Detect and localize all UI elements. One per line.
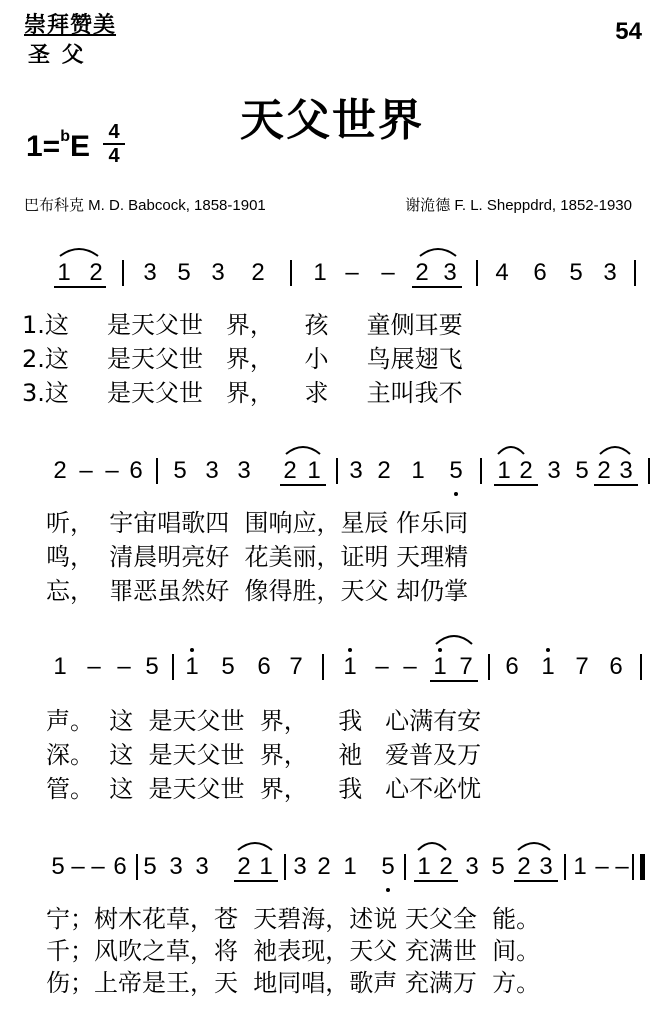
barline [488, 654, 490, 680]
note: 3 [211, 259, 225, 286]
note: – [345, 259, 359, 286]
note: 3 [465, 853, 479, 880]
upper-octave-dot [190, 648, 194, 652]
note: 5 [173, 457, 187, 484]
beam [54, 286, 106, 288]
lyric-verse-2: 2.这 是天父世 界， 小 鸟展翅飞 [22, 345, 463, 373]
barline [122, 260, 124, 286]
note: 3 [539, 853, 553, 880]
note: 5 [449, 457, 463, 484]
slur [598, 440, 632, 456]
barline [156, 458, 158, 484]
note: 1 [411, 457, 425, 484]
note: – [87, 653, 101, 680]
lyric-verse-3: 伤；上帝是王，天 地同唱，歌声 充满万 方。 [46, 969, 541, 997]
beam [280, 484, 326, 486]
final-barline [632, 854, 645, 880]
note: 6 [533, 259, 547, 286]
note: 5 [381, 853, 395, 880]
note: 2 [317, 853, 331, 880]
page-number: 54 [615, 18, 642, 45]
note: 1 [417, 853, 431, 880]
barline [640, 654, 642, 680]
lower-octave-dot [386, 888, 390, 892]
notation-system-4 [0, 852, 668, 902]
beam [494, 484, 538, 486]
notation-line-1 [0, 0, 1, 1]
lyric-verse-1: 1.这 是天父世 界， 孩 童侧耳要 [22, 311, 463, 339]
note: 1 [57, 259, 71, 286]
barline [284, 854, 286, 880]
note: – [615, 853, 629, 880]
note: 1 [541, 653, 555, 680]
note: – [381, 259, 395, 286]
barline [322, 654, 324, 680]
note: 1 [53, 653, 67, 680]
lyric-verse-2: 鸣， 清晨明亮好 花美丽，证明 天理精 [46, 543, 469, 571]
note: 5 [221, 653, 235, 680]
note: 2 [597, 457, 611, 484]
upper-octave-dot [348, 648, 352, 652]
note: 3 [443, 259, 457, 286]
slur [58, 242, 100, 258]
lyric-verse-3: 管。 这 是天父世 界， 我 心不必忧 [46, 775, 482, 803]
note: 2 [519, 457, 533, 484]
notation-system-3 [0, 652, 668, 702]
note: 3 [195, 853, 209, 880]
note: 2 [283, 457, 297, 484]
slur [236, 836, 274, 852]
note: 3 [349, 457, 363, 484]
barline [404, 854, 406, 880]
slur [284, 440, 322, 456]
barline [480, 458, 482, 484]
hymnal-name: 崇拜赞美 [24, 13, 117, 38]
lyric-verse-2: 千；风吹之草，将 祂表现，天父 充满世 间。 [46, 937, 541, 965]
note: 2 [439, 853, 453, 880]
beam [234, 880, 278, 882]
hymn-title: 天父世界 [240, 95, 424, 146]
key-prefix: 1= [26, 130, 61, 163]
note: 2 [377, 457, 391, 484]
notation-text-store [0, 0, 1, 1]
note: 1 [497, 457, 511, 484]
note: 5 [569, 259, 583, 286]
lyric-verse-1: 听， 宇宙唱歌四 围响应，星辰 作乐同 [46, 509, 469, 537]
slur [496, 440, 526, 456]
lyric-verse-1: 宁；树木花草，苍 天碧海，述说 天父全 能。 [46, 905, 541, 933]
notation-system-1 [0, 258, 668, 308]
note: 4 [495, 259, 509, 286]
slur [516, 836, 552, 852]
lyric-verse-3: 忘， 罪恶虽然好 像得胜，天父 却仍掌 [46, 577, 469, 605]
slur [434, 628, 474, 646]
section-name: 圣 父 [28, 43, 86, 68]
lyric-verse-2: 深。 这 是天父世 界， 祂 爱普及万 [46, 741, 482, 769]
note: 2 [53, 457, 67, 484]
upper-octave-dot [438, 648, 442, 652]
key-note: E [70, 130, 91, 163]
note: 5 [491, 853, 505, 880]
note: 3 [143, 259, 157, 286]
barline [290, 260, 292, 286]
barline [476, 260, 478, 286]
composer-credit: 谢洈德 F. L. Sheppdrd, 1852-1930 [405, 197, 632, 214]
barline [564, 854, 566, 880]
note: 7 [459, 653, 473, 680]
slur [418, 242, 458, 258]
note: 6 [113, 853, 127, 880]
note: 2 [237, 853, 251, 880]
note: – [79, 457, 93, 484]
note: 5 [145, 653, 159, 680]
note: 3 [293, 853, 307, 880]
barline [648, 458, 650, 484]
note: – [375, 653, 389, 680]
beam [514, 880, 558, 882]
lyric-verse-3: 3.这 是天父世 界， 求 主叫我不 [22, 379, 463, 407]
note: 7 [289, 653, 303, 680]
barline [634, 260, 636, 286]
beam [412, 286, 462, 288]
note: – [91, 853, 105, 880]
note: 7 [575, 653, 589, 680]
note: – [117, 653, 131, 680]
beam [430, 680, 478, 682]
note: 2 [89, 259, 103, 286]
note: 2 [251, 259, 265, 286]
note: 5 [575, 457, 589, 484]
note: – [403, 653, 417, 680]
lyric-verse-1: 声。 这 是天父世 界， 我 心满有安 [46, 707, 482, 735]
note: 1 [433, 653, 447, 680]
note: 6 [129, 457, 143, 484]
note: – [71, 853, 85, 880]
lower-octave-dot [454, 492, 458, 496]
note: 1 [307, 457, 321, 484]
beam [594, 484, 638, 486]
upper-octave-dot [546, 648, 550, 652]
notation-system-2 [0, 456, 668, 506]
note: 3 [547, 457, 561, 484]
note: 6 [609, 653, 623, 680]
note: 5 [177, 259, 191, 286]
note: 3 [205, 457, 219, 484]
note: 2 [415, 259, 429, 286]
note: 3 [169, 853, 183, 880]
note: 2 [517, 853, 531, 880]
time-signature [103, 122, 125, 166]
meter-bottom: 4 [108, 145, 120, 167]
beam [414, 880, 458, 882]
note: 1 [343, 853, 357, 880]
note: – [105, 457, 119, 484]
note: 1 [185, 653, 199, 680]
note: 1 [313, 259, 327, 286]
note: – [595, 853, 609, 880]
barline [172, 654, 174, 680]
note: 1 [573, 853, 587, 880]
note: 1 [343, 653, 357, 680]
note: 1 [259, 853, 273, 880]
note: 3 [237, 457, 251, 484]
note: 3 [603, 259, 617, 286]
key-signature [26, 130, 90, 164]
lyricist-credit: 巴布科克 M. D. Babcock, 1858-1901 [24, 197, 266, 214]
slur [416, 836, 448, 852]
flat-sign: b [60, 128, 70, 145]
note: 5 [51, 853, 65, 880]
note: 6 [505, 653, 519, 680]
note: 5 [143, 853, 157, 880]
meter-top: 4 [108, 121, 120, 143]
note: 3 [619, 457, 633, 484]
barline [336, 458, 338, 484]
note: 6 [257, 653, 271, 680]
